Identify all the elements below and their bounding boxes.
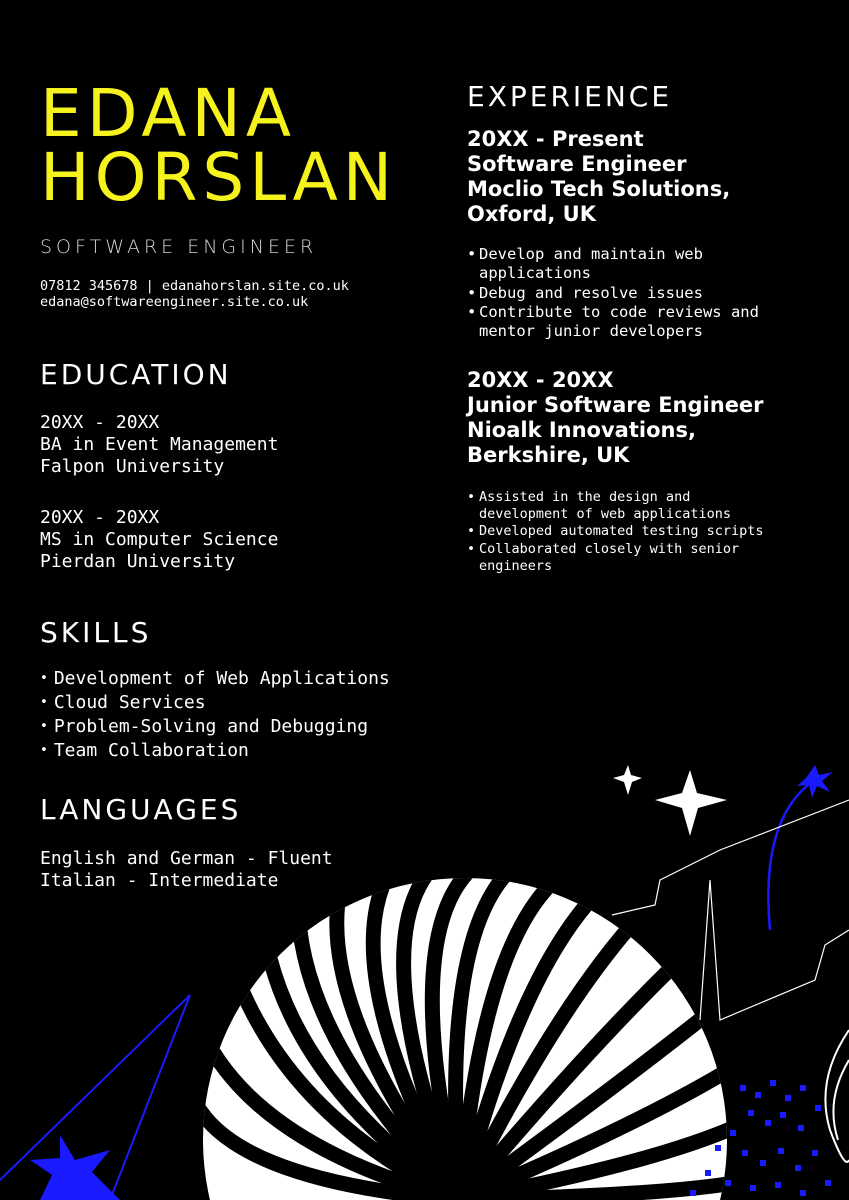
- blue-star-icon: [797, 765, 833, 798]
- contact-info: [40, 278, 349, 310]
- job-bullet: • Develop and maintain web applications: [467, 245, 837, 284]
- contact-email: edana@softwareengineer.site.co.uk: [40, 294, 309, 310]
- education-school: Falpon University: [40, 456, 225, 477]
- last-name: HORSLAN: [40, 139, 398, 216]
- job-location: Berkshire, UK: [467, 443, 630, 467]
- job-bullets: [467, 245, 837, 341]
- education-school: Pierdan University: [40, 551, 236, 572]
- job-header: [467, 127, 730, 227]
- job-location: Oxford, UK: [467, 202, 596, 226]
- first-name: EDANA: [40, 75, 297, 152]
- education-years: 20XX - 20XX: [40, 507, 160, 528]
- white-wire-line-2: [700, 880, 849, 1020]
- skill-item: • Problem-Solving and Debugging: [40, 716, 390, 740]
- striped-sphere-graphic: [190, 870, 750, 1200]
- education-degree: BA in Event Management: [40, 434, 279, 455]
- skills-heading: SKILLS: [40, 616, 152, 649]
- education-heading: EDUCATION: [40, 358, 232, 391]
- job-company: Nioalk Innovations,: [467, 418, 696, 442]
- job-title: Junior Software Engineer: [467, 393, 764, 417]
- languages-heading: LANGUAGES: [40, 793, 242, 826]
- job-title: Software Engineer: [467, 152, 687, 176]
- skills-list: [40, 668, 390, 764]
- blue-triangle-line: [0, 995, 190, 1200]
- white-wire-line: [612, 800, 849, 915]
- education-entry: [40, 412, 278, 478]
- contact-phone-website: 07812 345678 | edanahorslan.site.co.uk: [40, 278, 349, 294]
- job-period: 20XX - Present: [467, 127, 644, 151]
- languages-list: [40, 848, 333, 892]
- blue-splat-shape: [30, 1135, 120, 1200]
- experience-heading: EXPERIENCE: [467, 80, 673, 113]
- small-sparkle-icon: [613, 765, 642, 795]
- language-item: Italian - Intermediate: [40, 870, 279, 891]
- language-item: English and German - Fluent: [40, 848, 333, 869]
- skill-item: • Cloud Services: [40, 692, 390, 716]
- job-header: [467, 368, 764, 468]
- white-coil-line: [825, 1030, 849, 1162]
- white-coil-line-2: [833, 1060, 849, 1140]
- applicant-name: [40, 75, 398, 216]
- job-bullet: • Developed automated testing scripts: [467, 523, 837, 540]
- job-bullets: [467, 489, 837, 575]
- job-bullet: • Contribute to code reviews and mentor junior developers: [467, 303, 837, 342]
- skill-item: • Team Collaboration: [40, 740, 390, 764]
- job-bullet: • Collaborated closely with senior engineers: [467, 541, 837, 575]
- job-company: Moclio Tech Solutions,: [467, 177, 731, 201]
- job-bullet: • Debug and resolve issues: [467, 284, 837, 303]
- blue-orbit-line: [768, 782, 812, 930]
- education-entry: [40, 507, 278, 573]
- large-sparkle-icon: [655, 770, 727, 836]
- job-bullet: • Assisted in the design and development of web applications: [467, 489, 837, 523]
- job-role: SOFTWARE ENGINEER: [40, 236, 318, 258]
- education-years: 20XX - 20XX: [40, 412, 160, 433]
- skill-item: • Development of Web Applications: [40, 668, 390, 692]
- education-degree: MS in Computer Science: [40, 529, 279, 550]
- job-period: 20XX - 20XX: [467, 368, 614, 392]
